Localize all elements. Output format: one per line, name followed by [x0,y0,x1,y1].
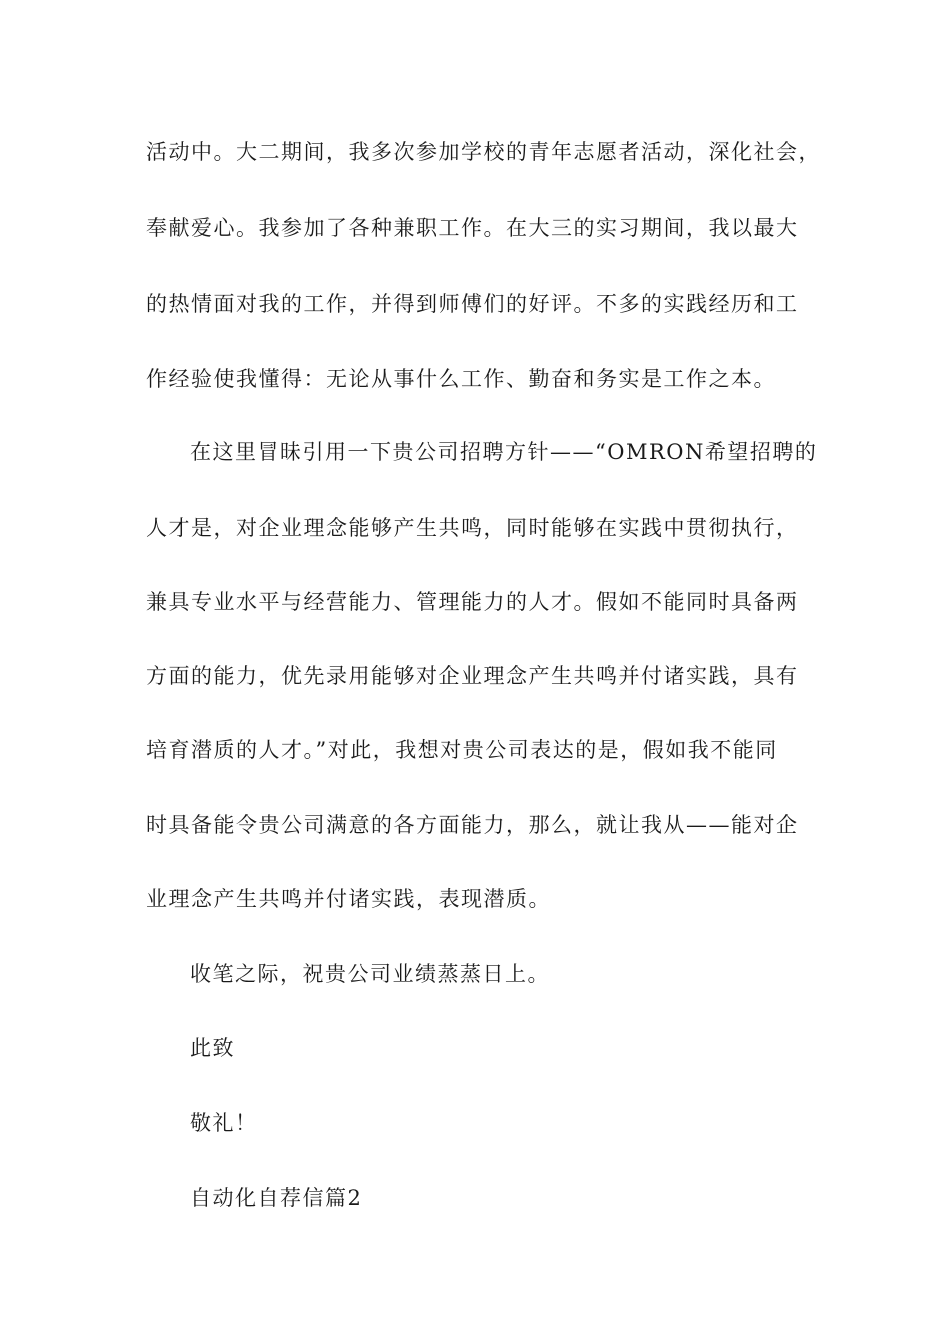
paragraph-line: 人才是，对企业理念能够产生共鸣，同时能够在实践中贯彻执行， [146,516,799,540]
salutation-line: 敬礼！ [190,1111,258,1135]
paragraph-line: 作经验使我懂得：无论从事什么工作、勤奋和务实是工作之本。 [146,367,776,391]
paragraph-line: 时具备能令贵公司满意的各方面能力，那么，就让我从——能对企 [146,813,799,837]
paragraph-line: 业理念产生共鸣并付诸实践，表现潜质。 [146,887,551,911]
paragraph-line: 培育潜质的人才。”对此，我想对贵公司表达的是，假如我不能同 [146,738,778,762]
paragraph-line: 兼具专业水平与经营能力、管理能力的人才。假如不能同时具备两 [146,590,799,614]
paragraph-line: 奉献爱心。我参加了各种兼职工作。在大三的实习期间，我以最大 [146,216,799,240]
section-heading: 自动化自荐信篇2 [190,1186,363,1210]
paragraph-line: 的热情面对我的工作，并得到师傅们的好评。不多的实践经历和工 [146,292,799,316]
salutation-line: 此致 [190,1036,235,1060]
closing-line: 收笔之际，祝贵公司业绩蒸蒸日上。 [190,962,550,986]
paragraph-line: 方面的能力，优先录用能够对企业理念产生共鸣并付诸实践，具有 [146,664,799,688]
paragraph-line: 在这里冒昧引用一下贵公司招聘方针——“OMRON希望招聘的 [190,440,818,464]
paragraph-line: 活动中。大二期间，我多次参加学校的青年志愿者活动，深化社会， [146,140,821,164]
